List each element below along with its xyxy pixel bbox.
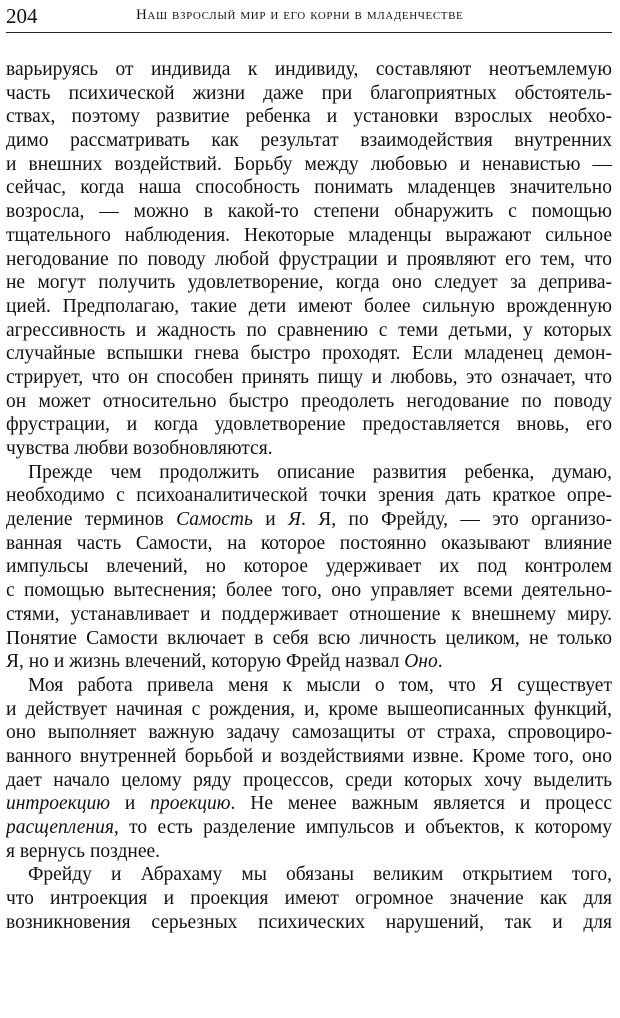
text-fragment: и: [265, 509, 276, 531]
text-fragment: и: [124, 793, 136, 815]
text-line: оно выполняет важную задачу самозащиты от страха, спровоциро-: [6, 722, 612, 744]
text-line: с помощью вытеснения; более того, оно управляет всеми деятельно-: [6, 580, 612, 602]
text-line: стями, устанавливает и поддерживает отношение к внешнему миру.: [6, 603, 612, 625]
text-line: не могут получить удовлетворение, когда оно следует за деприва-: [6, 272, 612, 294]
term-splitting: расщепления: [6, 817, 114, 838]
text-line: что интроекция и проекция имеют огромное значение как для: [6, 888, 612, 910]
text-line: он может относительно быстро преодолеть негодование по поводу: [6, 390, 612, 412]
text-line: Фрейду и Абрахаму мы обязаны великим открытием того,: [28, 864, 612, 886]
text-line: и действует начиная с рождения, и, кроме вышеописанных функций,: [6, 698, 612, 720]
term-ego: Я: [288, 509, 301, 531]
text-line: агрессивность и жадность по сравнению с теми детьми, у которых: [6, 319, 612, 341]
text-line: я вернусь позднее.: [6, 840, 161, 862]
text-line: чувства любви возобновляются.: [6, 438, 273, 459]
term-introjection: интроекцию: [6, 793, 111, 815]
text-line: цией. Предполагаю, такие дети имеют более сильную врожденную: [6, 295, 612, 317]
term-projection: проекцию: [150, 793, 231, 815]
text-line: необходимо с психоаналитической точки зрения дать краткое опре-: [6, 485, 612, 507]
body-text: [6, 58, 612, 934]
text-line: случайные вспышки гнева быстро проходят. Если младенец демон-: [6, 343, 612, 365]
text-line: Моя работа привела меня к мысли о том, что Я существует: [28, 674, 612, 696]
text-line: и внешних воздействий. Борьбу между любовью и ненавистью —: [6, 153, 612, 175]
text-line: возникновения серьезных психических нарушений, так и для: [6, 911, 612, 933]
text-line: фрустрации, и когда удовлетворение предоставляется вновь, его: [6, 414, 612, 436]
text-fragment: . Не менее важным является и процесс: [230, 793, 612, 815]
text-line: импульсы влечений, но которое удерживает их под контролем: [6, 556, 612, 578]
text-line: ствах, поэтому развитие ребенка и установки взрослых необхо-: [6, 106, 612, 128]
text-line: димо рассматривать как результат взаимодействия внутренних: [6, 130, 612, 152]
text-line: часть психической жизни даже при благоприятных обстоятель-: [6, 82, 612, 104]
text-line: ванного внутренней борьбой и воздействиями извне. Кроме того, оно: [6, 745, 612, 767]
text-line: ванная часть Самости, на которое постоянно оказывают влияние: [6, 532, 612, 554]
term-self: Самость: [176, 509, 253, 531]
text-line: негодование по поводу любой фрустрации и проявляют его тем, что: [6, 248, 612, 270]
text-fragment: .: [437, 651, 443, 673]
text-line: [6, 508, 612, 532]
text-fragment: , то есть разделение импульсов и объектов, к которому: [113, 817, 612, 838]
text-line: тщательного наблюдения. Некоторые младенцы выражают сильное: [6, 224, 612, 246]
text-line: [6, 792, 612, 816]
text-line: [6, 650, 612, 674]
text-line: [6, 816, 612, 840]
text-line: дает начало целому ряду процессов, среди которых хочу выделить: [6, 769, 612, 791]
text-line: Понятие Самости включает в себя всю личность целиком, не только: [6, 627, 612, 649]
running-title: Наш взрослый мир и его корни в младенчестве: [136, 7, 464, 23]
page-number: 204: [6, 4, 38, 28]
page-header: [6, 2, 612, 33]
text-fragment: деление терминов: [6, 509, 164, 531]
text-line: Прежде чем продолжить описание развития ребенка, думаю,: [28, 461, 612, 483]
text-fragment: . Я, по Фрейду, — это организо-: [300, 509, 612, 531]
term-id: Оно: [404, 651, 438, 673]
text-line: варьируясь от индивида к индивиду, составляют неотъемлемую: [6, 59, 612, 80]
text-line: сейчас, когда наша способность понимать младенцев значительно: [6, 177, 612, 199]
text-line: стрирует, что он способен принять пищу и любовь, это означает, что: [6, 366, 612, 388]
text-fragment: Я, но и жизнь влечений, которую Фрейд назвал: [6, 651, 400, 673]
text-line: возросла, — можно в какой-то степени обнаружить с помощью: [6, 201, 612, 223]
